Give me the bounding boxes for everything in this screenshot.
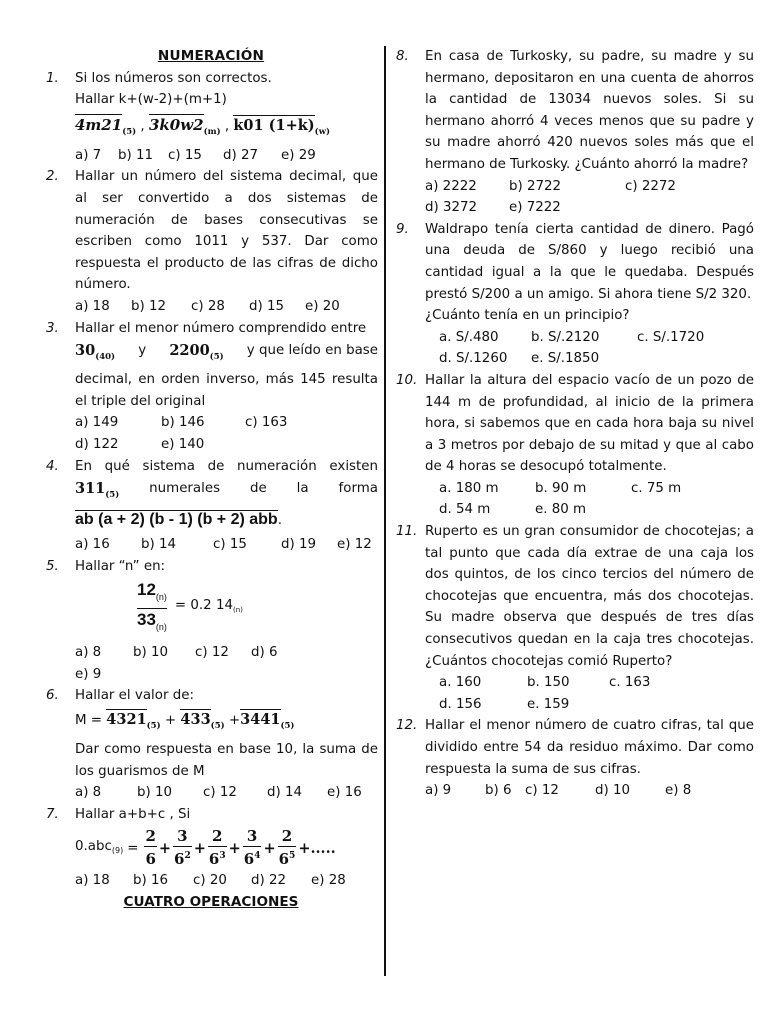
option-c: c) 12 [203,785,237,801]
option-b: b) 10 [133,645,169,661]
numeral-base: (n) [233,606,243,615]
denominator-base: 6 [174,850,185,869]
denominator-exponent: 5 [289,851,296,862]
fraction-denominator [144,846,156,869]
question-text: y que leído en base [246,343,378,359]
question-text: decimal, en orden inverso, más 145 resulta el triple del original [75,372,378,409]
option-e: e) 20 [305,298,340,314]
question-7 [44,804,378,892]
option-e: e) 16 [327,785,362,801]
plus-sign: + [263,839,276,857]
plus-sign: + [228,713,241,729]
plus-sign: + [164,713,177,729]
question-text: Si los números son correctos. [75,70,272,86]
denominator-exponent: 3 [219,851,226,862]
question-12 [394,715,754,801]
option-c: c) 12 [195,645,229,661]
answer-options [425,348,754,370]
answer-options [75,870,378,892]
option-c: c. 75 m [631,480,682,496]
option-b: b) 146 [161,415,205,431]
option-d: d) 122 [75,436,119,452]
question-11 [394,521,754,715]
option-a: a. S/.480 [439,329,499,345]
numeral-a: 4m21 [75,115,123,134]
answer-options [425,694,754,716]
option-d: d) 19 [281,537,317,553]
question-text: Hallar “n” en: [75,558,166,574]
option-b: b) 16 [133,873,169,889]
option-e: e) 29 [281,147,316,163]
m-label: M = [75,713,103,729]
question-text: En casa de Turkosky, su padre, su madre y su hermano, depositaron en una cuenta de ahorros la cantidad de 13034 nuevos soles. Si su hermano ahorró 4 veces menos que su padre y su madre ahorró 420 nuevos soles más que el hermano de Turkosky. ¿Cuánto ahorró la madre? [425,49,754,172]
numeral-line [75,339,378,369]
fraction-denominator [278,846,297,869]
numeral-base: (5) [146,721,161,732]
option-e: e) 28 [311,873,346,889]
question-number: 5. [46,558,59,574]
lhs [75,836,123,862]
separator: , [136,118,149,134]
plus-sign: + [228,839,241,857]
option-b: b. 90 m [535,480,587,496]
option-d: d) 15 [249,298,285,314]
series-tail: +..... [298,839,336,857]
fraction-denominator [173,846,192,869]
question-10 [394,370,754,521]
separator: , [220,118,234,134]
denominator-base: 6 [145,850,156,869]
option-b: b) 6 [485,783,512,799]
section-heading: CUATRO OPERACIONES [123,894,299,911]
answer-options [425,672,754,694]
question-number: 6. [46,688,59,704]
question-text: Hallar la altura del espacio vacío de un pozo de 144 m de profundidad, al inicio de la primera hora, si sabemos que en cada hora baja su nivel a 3 metros por debajo de su mitad y que al cabo de 4 horas se desocupó totalmente. [425,372,754,475]
fraction-denominator [208,846,227,869]
option-e: e) 7222 [509,200,561,216]
fraction-numerator: 2 [281,827,293,846]
series-fraction [173,827,192,869]
answer-options [425,478,754,500]
option-b: b. 150 [527,675,570,691]
denominator-base: 6 [278,850,290,869]
option-d: d) 3272 [425,200,478,216]
left-column [44,46,378,914]
option-c: c) 15 [168,147,202,163]
option-a: a. 160 [439,675,482,691]
numeral-base: (w) [314,126,331,137]
answer-options [425,499,754,521]
numeral-base: (5) [210,721,225,732]
numeral-base: (9) [111,845,124,855]
option-b: b) 14 [141,537,177,553]
option-a: a) 9 [425,783,452,799]
option-a: a) 18 [75,298,110,314]
question-3 [44,318,378,456]
option-e: e) 140 [161,436,205,452]
fraction [137,579,167,638]
word: de [250,481,267,497]
numerator: 12 [137,580,156,600]
sum-expression [75,707,378,739]
equation [75,579,378,638]
right-column [394,46,754,802]
question-number: 8. [396,49,409,64]
option-d: d) 27 [223,147,259,163]
question-number: 2. [46,169,59,185]
term-3: 3441 [240,711,281,729]
denominator-exponent: 2 [184,851,191,862]
numeral-c: k01 (1+k) [233,116,315,134]
option-e: e) 8 [665,783,692,799]
answer-options [75,412,378,434]
numeral-base: (5) [122,126,137,137]
option-b: b) 12 [131,298,167,314]
numeral-expression [75,112,378,145]
question-1 [44,68,378,167]
question-text: Ruperto es un gran consumidor de chocotejas; a tal punto que cada día extrae de una caja los dos quintos, de los cinco tercios del número de chocotejas que encuentra, más dos chocotejas. Su madre observa que después de tres días consecutivos quedan en la caja tres chocotejas. ¿Cuántos chocotejas comió Ruperto? [425,524,754,669]
denominator-base: 6 [243,850,255,869]
option-d: d) 22 [251,873,287,889]
numeral: 311 [75,480,106,498]
numeral-2: 2200 [169,342,210,360]
question-text: Dar como respuesta en base 10, la suma de los guarismos de M [75,742,378,779]
answer-options [75,642,378,664]
conjunction: y [138,343,147,359]
question-text: Hallar el menor número de cuatro cifras, tal que dividido entre 54 da residuo máximo. Dar como respuesta la suma de sus cifras. [425,718,754,777]
question-text: Hallar a+b+c , Si [75,806,191,822]
option-c: c) 20 [193,873,227,889]
answer-options [425,780,754,802]
question-number: 1. [46,70,59,86]
option-c: c. S/.1720 [637,329,705,345]
fraction-numerator: 3 [246,827,258,846]
question-number: 12. [396,718,418,734]
option-d: d. 54 m [439,502,491,518]
word: numerales [149,481,221,497]
answer-options [75,296,378,318]
option-b: b) 10 [137,785,173,801]
option-d: d. S/.1260 [439,351,508,367]
answer-options [425,327,754,349]
option-c: c) 163 [245,415,288,431]
option-a: a) 16 [75,537,110,553]
option-b: b. S/.2120 [531,329,600,345]
word: forma [338,481,378,497]
option-a: a) 18 [75,873,110,889]
option-c: c) 12 [525,783,559,799]
question-8 [394,46,754,219]
option-b: b) 11 [118,147,154,163]
option-e: e) 12 [337,537,372,553]
question-number: 10. [396,372,418,388]
option-e: e. 159 [527,696,570,712]
answer-options [75,534,378,556]
question-text: Hallar el valor de: [75,688,194,704]
answer-options [425,176,754,198]
series-equation [75,827,378,869]
question-2 [44,166,378,317]
option-e: e. 80 m [535,502,587,518]
question-number: 4. [46,458,59,474]
fraction-numerator: 2 [145,827,156,846]
question-number: 9. [396,221,409,237]
fraction-denominator [243,846,262,869]
option-c: c. 163 [609,675,651,691]
option-a: a) 8 [75,785,102,801]
option-e: e) 9 [75,666,102,682]
equals-sign: = [127,840,139,856]
series-fraction [278,827,297,869]
numeral-base: (5) [105,490,120,501]
numeral-base: (n) [155,622,167,633]
denominator-exponent: 4 [254,851,261,862]
page-title: NUMERACIÓN [157,48,265,64]
numeral-base: (5) [209,352,224,363]
question-text: Hallar el menor número comprendido entre [75,320,367,336]
option-a: a) 7 [75,147,102,163]
series-fraction [144,827,156,869]
option-d: d) 10 [595,783,631,799]
answer-options [425,197,754,219]
series-fraction [243,827,262,869]
option-a: a) 2222 [425,178,477,194]
rhs [175,595,243,622]
option-d: d) 6 [251,645,278,661]
option-d: d. 156 [439,696,482,712]
answer-options [75,145,378,167]
question-text: En qué sistema de numeración existen [75,458,378,474]
option-c: c) 2272 [625,178,676,194]
question-4 [44,456,378,556]
period: . [277,513,282,529]
question-text: Waldrapo tenía cierta cantidad de dinero. Pagó una deuda de S/860 y luego recibió una cantidad igual a la que le quedaba. Después prestó S/200 a un amigo. Si ahora tiene S/2 320. [425,221,754,302]
fraction-numerator: 2 [212,827,223,846]
question-number: 7. [46,806,59,822]
numeral-base: (40) [95,352,116,363]
question-text: Hallar k+(w-2)+(m+1) [75,92,227,108]
column-divider [384,46,386,976]
question-text: Hallar un número del sistema decimal, que al ser convertido a dos sistemas de numeración de bases consecutivas se escriben como 1011 y 537. Dar como respuesta el producto de las cifras de dicho número. [75,169,378,293]
option-e: e. S/.1850 [531,351,600,367]
numeral-base: (m) [203,126,221,137]
question-6 [44,685,378,803]
plus-sign: + [193,839,206,857]
option-a: a) 8 [75,645,102,661]
question-9 [394,219,754,370]
numeral-base: (n) [155,592,167,603]
series-terms [142,827,298,869]
numeral-line [75,477,378,507]
option-a: a) 149 [75,415,119,431]
plus-sign: + [158,839,172,857]
numeral-base: (5) [280,721,295,732]
answer-options [75,434,378,456]
rhs-value: = 0.2 14 [174,598,233,614]
answer-options [75,782,378,804]
word: la [296,481,309,497]
series-fraction [208,827,227,869]
numeral-form [75,507,378,534]
numeral-form-expression: ab (a + 2) (b - 1) (b + 2) abb [75,511,278,529]
term-1: 4321 [106,711,147,729]
lhs-value: 0.abc [75,838,112,854]
option-c: c) 28 [191,298,225,314]
term-2: 433 [180,711,211,729]
question-text: ¿Cuánto tenía en un principio? [425,308,630,324]
option-d: d) 14 [267,785,303,801]
numeral-b: 3k0w2 [148,115,204,134]
option-a: a. 180 m [439,480,499,496]
fraction-numerator: 3 [177,827,188,846]
question-5 [44,556,378,686]
question-number: 3. [46,320,59,336]
option-b: b) 2722 [509,178,562,194]
numeral-1: 30 [75,342,96,360]
option-c: c) 15 [213,537,247,553]
denominator-base: 6 [208,850,220,869]
question-number: 11. [396,524,418,540]
denominator: 33 [137,610,156,630]
